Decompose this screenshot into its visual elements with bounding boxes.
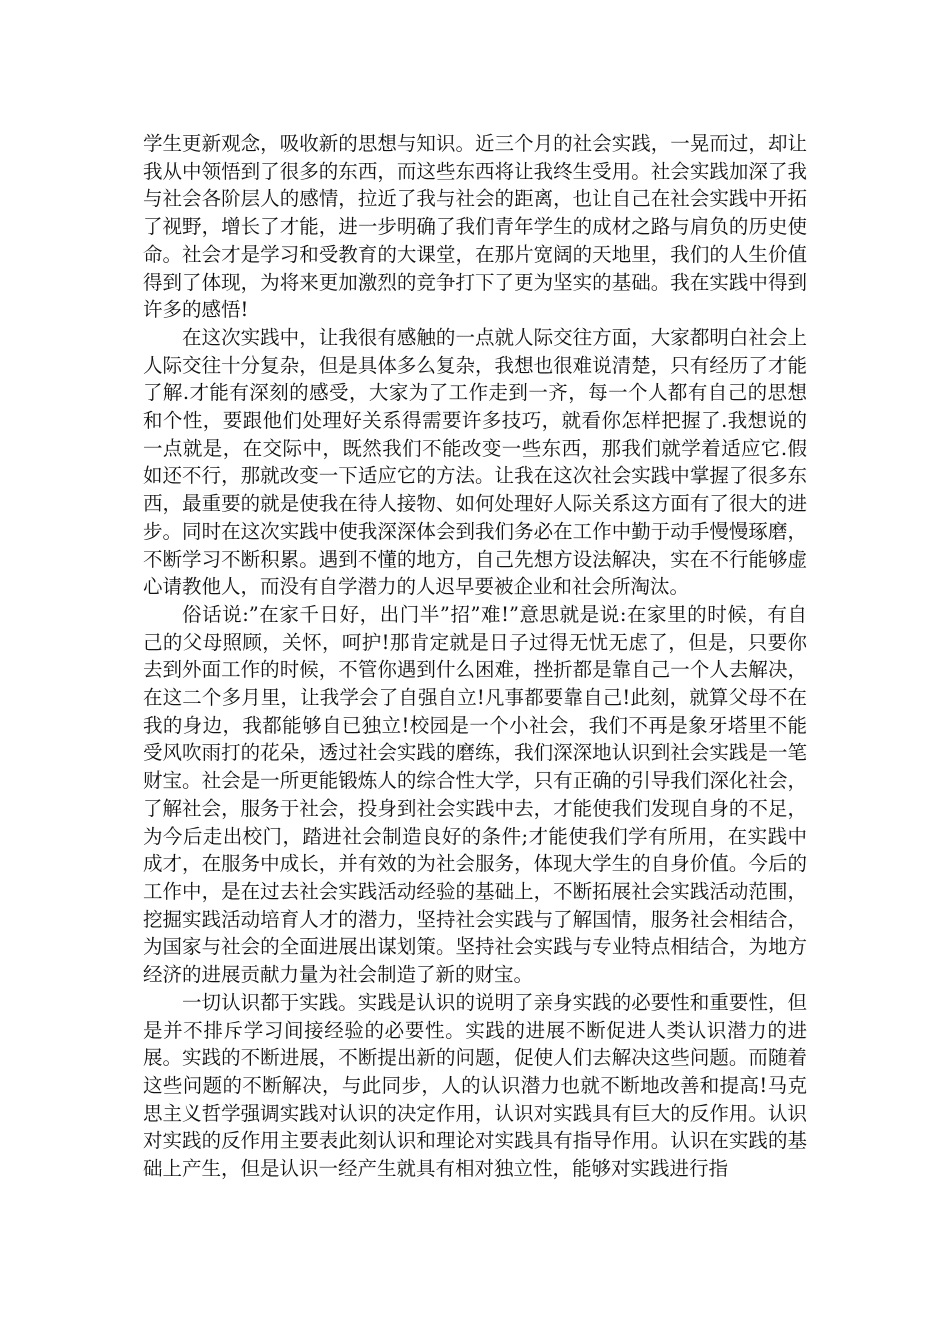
document-body bbox=[143, 130, 807, 1183]
paragraph-4: 一切认识都于实践。实践是认识的说明了亲身实践的必要性和重要性，但是并不排斥学习间接经验的必要性。实践的进展不断促进人类认识潜力的进展。实践的不断进展，不断提出新的问题，促使人们去解决这些问题。而随着这些问题的不断解决，与此同步，人的认识潜力也就不断地改善和提高!马克思主义哲学强调实践对认识的决定作用，认识对实践具有巨大的反作用。认识对实践的反作用主要表此刻认识和理论对实践具有指导作用。认识在实践的基础上产生，但是认识一经产生就具有相对独立性，能够对实践进行指 bbox=[143, 990, 807, 1181]
paragraph-3: 俗话说:”在家千日好，出门半”招”难!”意思就是说:在家里的时候，有自己的父母照顾，关怀，呵护!那肯定就是日子过得无忧无虑了，但是，只要你去到外面工作的时候，不管你遇到什么困难，挫折都是靠自己一个人去解决，在这二个多月里，让我学会了自强自立!凡事都要靠自己!此刻，就算父母不在我的身边，我都能够自已独立!校园是一个小社会，我们不再是象牙塔里不能受风吹雨打的花朵，透过社会实践的磨练，我们深深地认识到社会实践是一笔财宝。社会是一所更能锻炼人的综合性大学，只有正确的引导我们深化社会，了解社会，服务于社会，投身到社会实践中去，才能使我们发现自身的不足，为今后走出校门，踏进社会制造良好的条件;才能使我们学有所用，在实践中成才，在服务中成长，并有效的为社会服务，体现大学生的自身价值。今后的工作中，是在过去社会实践活动经验的基础上，不断拓展社会实践活动范围，挖掘实践活动培育人才的潜力，坚持社会实践与了解国情，服务社会相结合，为国家与社会的全面进展出谋划策。坚持社会实践与专业特点相结合，为地方经济的进展贡献力量为社会制造了新的财宝。 bbox=[143, 602, 807, 987]
paragraph-1: 学生更新观念，吸收新的思想与知识。近三个月的社会实践，一晃而过，却让我从中领悟到了很多的东西，而这些东西将让我终生受用。社会实践加深了我与社会各阶层人的感情，拉近了我与社会的距离，也让自己在社会实践中开拓了视野，增长了才能，进一步明确了我们青年学生的成材之路与肩负的历史使命。社会才是学习和受教育的大课堂，在那片宽阔的天地里，我们的人生价值得到了体现，为将来更加激烈的竞争打下了更为坚实的基础。我在实践中得到许多的感悟! bbox=[143, 132, 807, 322]
paragraph-2: 在这次实践中，让我很有感触的一点就人际交往方面，大家都明白社会上人际交往十分复杂，但是具体多么复杂，我想也很难说清楚，只有经历了才能了解.才能有深刻的感受，大家为了工作走到一齐，每一个人都有自己的思想和个性，要跟他们处理好关系得需要许多技巧，就看你怎样把握了.我想说的一点就是，在交际中，既然我们不能改变一些东西，那我们就学着适应它.假如还不行，那就改变一下适应它的方法。让我在这次社会实践中掌握了很多东西，最重要的就是使我在待人接物、如何处理好人际关系这方面有了很大的进步。同时在这次实践中使我深深体会到我们务必在工作中勤于动手慢慢琢磨，不断学习不断积累。遇到不懂的地方，自己先想方设法解决，实在不行能够虚心请教他人，而没有自学潜力的人迟早要被企业和社会所淘汰。 bbox=[143, 325, 807, 599]
